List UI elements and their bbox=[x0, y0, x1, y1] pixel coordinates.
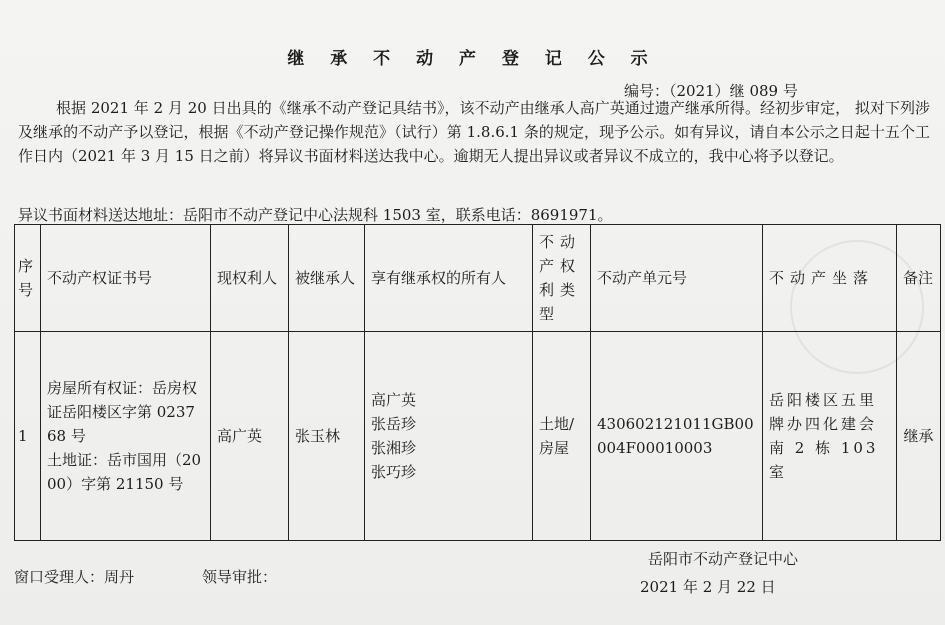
cell-remark: 继承 bbox=[897, 332, 941, 541]
heir-name: 张巧珍 bbox=[371, 463, 417, 481]
header-decedent: 被继承人 bbox=[289, 225, 365, 332]
cell-heirs bbox=[365, 332, 533, 541]
header-heirs: 享有继承权的所有人 bbox=[365, 225, 533, 332]
table-header-row bbox=[15, 225, 941, 332]
issue-date: 2021 年 2 月 22 日 bbox=[640, 578, 776, 596]
objection-address: 异议书面材料送达地址：岳阳市不动产登记中心法规科 1503 室，联系电话：8691971。 bbox=[18, 206, 613, 224]
header-type: 不动产权利类型 bbox=[533, 225, 591, 332]
header-unit: 不动产单元号 bbox=[591, 225, 763, 332]
table-row bbox=[15, 332, 941, 541]
cell-unit: 430602121011GB00004F00010003 bbox=[591, 332, 763, 541]
page-title: 继 承 不 动 产 登 记 公 示 bbox=[287, 49, 658, 69]
header-seq: 序号 bbox=[15, 225, 41, 332]
cell-decedent: 张玉林 bbox=[289, 332, 365, 541]
notice-body: 根据 2021 年 2 月 20 日出具的《继承不动产登记具结书》，该不动产由继承人高广英通过遗产继承所得。经初步审定， 拟对下列涉及继承的不动产予以登记，根据《不动产登记操作规范》（试行）第 1.8.6.1 条的规定，现予公示。如有异议，请自本公示之日起十五个工作日内（2021 年 3 月 15 日之前）将异议书面材料送达我中心。逾期无人提出异议或者异议不成立的，我中心将予以登记。 bbox=[18, 99, 930, 165]
cert-land: 土地证：岳市国用（2000）字第 21150 号 bbox=[47, 451, 202, 493]
cert-house: 房屋所有权证：岳房权证岳阳楼区字第 023768 号 bbox=[47, 379, 198, 445]
header-cert: 不动产权证书号 bbox=[41, 225, 211, 332]
heir-name: 张岳珍 bbox=[371, 415, 417, 433]
property-table bbox=[14, 224, 941, 541]
header-remark: 备注 bbox=[897, 225, 941, 332]
window-staff: 窗口受理人：周丹 bbox=[14, 568, 135, 586]
heir-name: 张湘珍 bbox=[371, 439, 417, 457]
heir-name: 高广英 bbox=[371, 391, 417, 409]
cell-seq: 1 bbox=[15, 332, 41, 541]
cell-owner: 高广英 bbox=[211, 332, 289, 541]
header-location: 不动产坐落 bbox=[763, 225, 897, 332]
header-owner: 现权利人 bbox=[211, 225, 289, 332]
issuing-office: 岳阳市不动产登记中心 bbox=[648, 550, 799, 568]
cell-type: 土地/房屋 bbox=[533, 332, 591, 541]
cell-cert bbox=[41, 332, 211, 541]
document-number: 编号：（2021）继 089 号 bbox=[624, 82, 798, 100]
leader-approval: 领导审批： bbox=[202, 568, 278, 586]
cell-location: 岳阳楼区五里牌办四化建会南 2 栋 103 室 bbox=[763, 332, 897, 541]
